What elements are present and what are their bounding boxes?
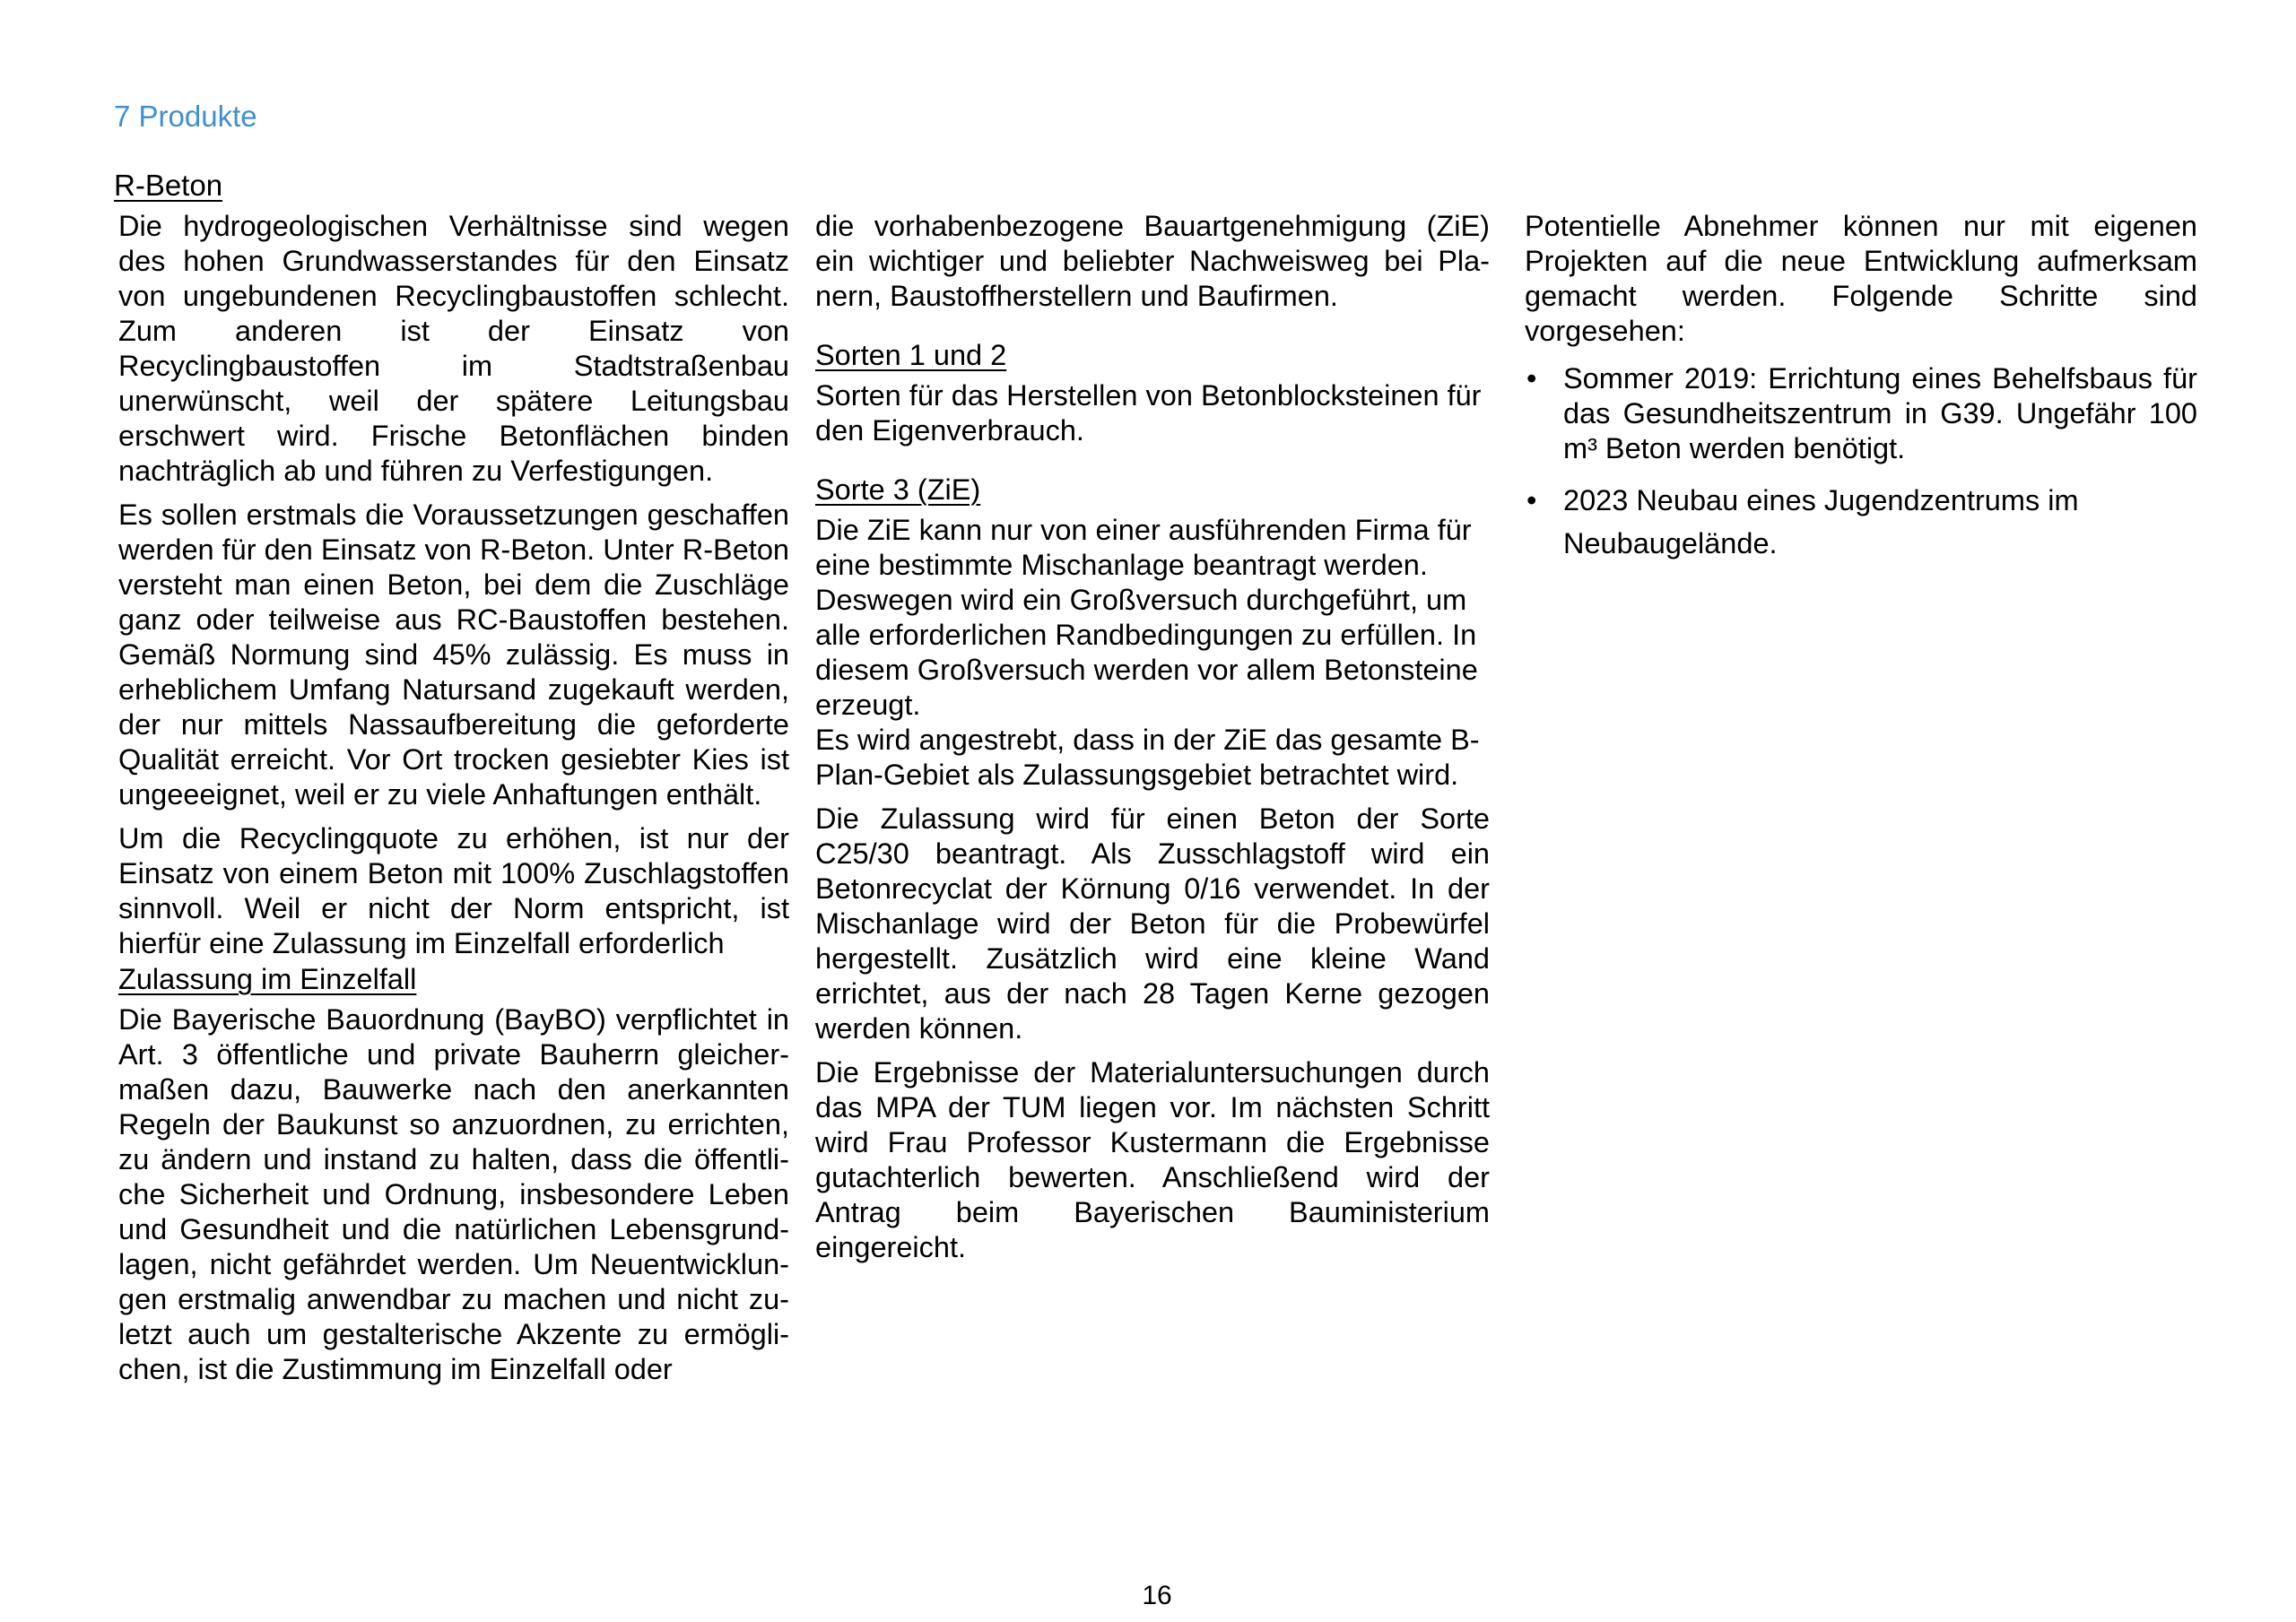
paragraph-zulassungsgebiet: Es wird angestrebt, dass in der ZiE das gesamte B-Plan-Gebiet als Zulassungsgebiet betrachtet wird. [815,724,1480,791]
list-item-text: Sommer 2019: Errichtung eines Behelfsbaus für das Gesundheitszentrum in G39. Ungefähr 100 m³ Beton werden benötigt. [1563,362,2197,464]
chapter-title: 7 Produkte [114,100,257,133]
paragraph-sorten-1-2: Sorten für das Herstellen von Betonblocksteinen für den Eigenverbrauch. [815,379,1482,447]
paragraph-r-beton-definition: Es sollen erstmals die Voraussetzungen geschaffen werden für den Einsatz von R-Beton. Unter R-Beton versteht man einen Beton, bei dem die Zuschläge ganz oder teilweise aus RC-Baustoffen bestehen. Gemäß Normung sind 45% zulässig. Es muss in erheblichem Umfang Natursand zugekauft werden, der nur mittels Nassaufbereitung die geforderte Qualität erreicht. Vor Ort trocken gesiebter Kies ist ungeeeignet, weil er zu viele Anhaftungen enthält. [118,499,789,811]
text-column-3 [1525,209,2197,577]
steps-list [1525,361,2197,565]
page-number: 16 [1142,1581,1172,1610]
bullet-icon: • [1526,484,1537,516]
paragraph-zulassung-beton: Die Zulassung wird für einen Beton der Sorte C25/30 beantragt. Als Zusschlagstoff wird ein Betonrecyclat der Körnung 0/16 verwendet. In der Mischanlage wird der Beton für die Probewürfel hergestellt. Zusätzlich wird eine kleine Wand errichtet, aus der nach 28 Tagen Kerne gezogen werden können. [815,802,1490,1045]
heading-zulassung-im-einzelfall: Zulassung im Einzelfall [118,963,417,995]
paragraph-potentielle-abnehmer: Potentielle Abnehmer können nur mit eigenen Projekten auf die neue Entwicklung aufmerksam gemacht werden. Folgende Schritte sind vorgesehen: [1525,210,2197,347]
list-item [1525,479,2197,565]
text-column-1 [118,209,789,1396]
paragraph-ergebnisse: Die Ergebnisse der Materialuntersuchungen durch das MPA der TUM liegen vor. Im nächsten Schritt wird Frau Professor Kustermann die Ergebnisse gutachterlich bewerten. Anschließend wird der Antrag beim Bayerischen Bauministerium eingereicht. [815,1056,1490,1263]
bullet-icon: • [1526,362,1537,395]
paragraph-zie-firma: Die ZiE kann nur von einer ausführenden Firma für eine bestimmte Mischanlage beantragt werden. Deswegen wird ein Großversuch durchgeführt, um alle erforderlichen Randbedingungen zu erfüllen. In diesem Großversuch werden vor allem Betonsteine erzeugt. [815,514,1478,721]
heading-sorten-1-und-2: Sorten 1 und 2 [815,339,1007,371]
text-column-2 [815,209,1490,1274]
paragraph-recycling-quota: Um die Recyclingquote zu erhöhen, ist nur der Einsatz von einem Beton mit 100% Zuschlagstoffen sinnvoll. Weil er nicht der Norm entspricht, ist hierfür eine Zulassung im Einzelfall erforderlich [118,822,789,959]
list-item [1525,361,2197,466]
section-title-r-beton: R-Beton [114,169,223,202]
list-item-text: 2023 Neubau eines Jugendzentrums im Neubaugelände. [1563,484,2079,559]
paragraph-hydrogeology: Die hydrogeologischen Verhältnisse sind wegen des hohen Grundwasserstandes für den Einsatz von ungebundenen Recyclingbaustoffen schlecht. Zum anderen ist der Einsatz von Recyclingbaustoffen im Stadtstraßenbau unerwünscht, weil der spätere Leitungsbau erschwert wird. Frische Betonflächen binden nachträglich ab und führen zu Verfestigungen. [118,210,789,487]
paragraph-bauartgenehmigung: die vorhabenbezogene Bauartgenehmigung (ZiE) ein wichtiger und beliebter Nachweisweg bei Planern, Baustoffherstellern und Baufirmen. [815,210,1490,312]
heading-sorte-3: Sorte 3 (ZiE) [815,473,981,506]
paragraph-bayerische-bauordnung: Die Bayerische Bauordnung (BayBO) verpflichtet in Art. 3 öffentliche und private Bauherrn gleichermaßen dazu, Bauwerke nach den anerkannten Regeln der Baukunst so anzuordnen, zu errichten, zu ändern und instand zu halten, dass die öffentliche Sicherheit und Ordnung, insbesondere Leben und Gesundheit und die natürlichen Lebensgrundlagen, nicht gefährdet werden. Um Neuentwicklungen erstmalig anwendbar zu machen und nicht zuletzt auch um gestalterische Akzente zu ermöglichen, ist die Zustimmung im Einzelfall oder [118,1003,789,1385]
